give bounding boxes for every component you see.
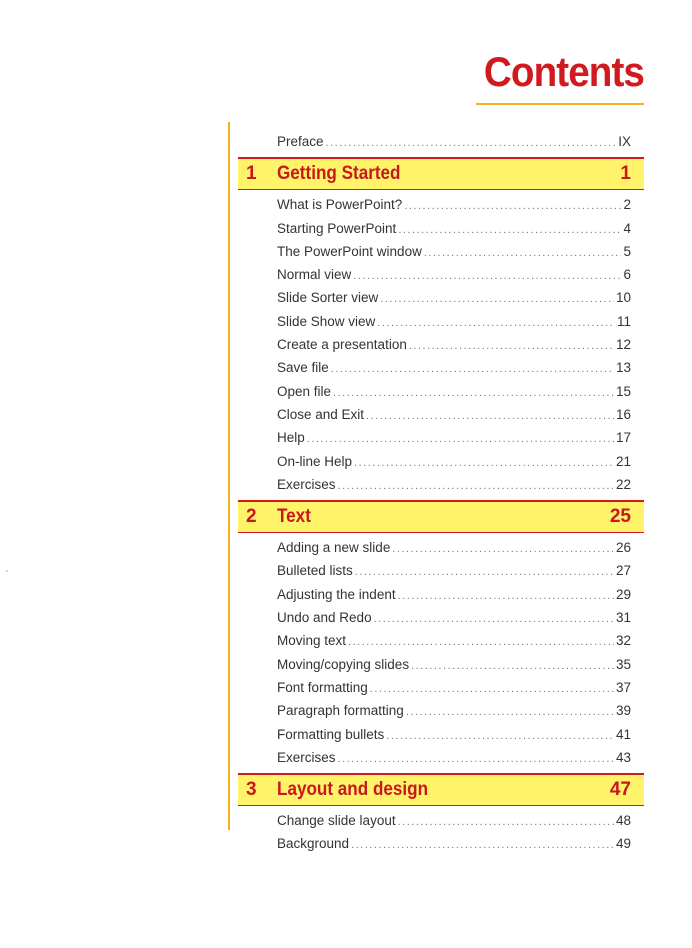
dot-leader — [380, 288, 614, 311]
left-margin-rule — [228, 122, 230, 830]
toc-entry-label: Change slide layout — [277, 813, 396, 829]
toc-entry[interactable] — [238, 286, 644, 309]
toc-entry[interactable] — [238, 310, 644, 333]
toc-entry-page: 21 — [615, 453, 631, 469]
page-speck — [6, 570, 8, 572]
dot-leader — [354, 452, 614, 475]
dot-leader — [326, 132, 617, 155]
dot-leader — [338, 748, 614, 771]
toc-entry-label: On-line Help — [277, 453, 353, 469]
dot-leader — [398, 219, 621, 242]
toc-entry-page: 26 — [615, 540, 631, 556]
chapter-number: 3 — [246, 779, 257, 801]
chapter-1-entries — [238, 193, 644, 496]
toc-entry[interactable] — [238, 426, 644, 449]
toc-entry-page: 37 — [615, 679, 631, 695]
toc-entry[interactable] — [238, 193, 644, 216]
toc-entry[interactable] — [238, 403, 644, 426]
toc-entry[interactable] — [238, 832, 644, 855]
toc-entry-page: 22 — [615, 476, 631, 492]
table-of-contents — [238, 130, 644, 856]
toc-entry[interactable] — [238, 217, 644, 240]
toc-entry-page: 49 — [615, 836, 631, 852]
dot-leader — [338, 475, 614, 498]
toc-entry-page: 13 — [615, 360, 631, 376]
toc-entry-label: Adjusting the indent — [277, 586, 396, 602]
toc-entry[interactable] — [238, 699, 644, 722]
dot-leader — [333, 382, 614, 405]
toc-entry-label: Moving text — [277, 633, 347, 649]
dot-leader — [386, 725, 614, 748]
chapter-page: 25 — [609, 506, 631, 528]
toc-entry[interactable] — [238, 240, 644, 263]
toc-entry-label: Slide Sorter view — [277, 290, 379, 306]
toc-entry[interactable] — [238, 356, 644, 379]
toc-entry-page: 29 — [615, 586, 631, 602]
toc-entry-label: Exercises — [277, 749, 336, 765]
title-underline — [476, 103, 644, 105]
toc-entry[interactable] — [238, 380, 644, 403]
toc-entry[interactable] — [238, 606, 644, 629]
toc-entry-page: 16 — [615, 406, 631, 422]
toc-entry-preface[interactable] — [238, 130, 644, 153]
toc-entry-label: Close and Exit — [277, 406, 365, 422]
toc-entry-label: Bulleted lists — [277, 563, 353, 579]
dot-leader — [409, 335, 614, 358]
dot-leader — [374, 608, 614, 631]
dot-leader — [424, 242, 622, 265]
toc-entry[interactable] — [238, 653, 644, 676]
toc-entry-page: 4 — [623, 220, 631, 236]
toc-entry-page: 11 — [616, 313, 631, 329]
toc-entry[interactable] — [238, 746, 644, 769]
toc-entry-label: Formatting bullets — [277, 726, 385, 742]
toc-entry[interactable] — [238, 559, 644, 582]
dot-leader — [411, 655, 614, 678]
chapter-page: 47 — [609, 779, 631, 801]
chapter-title: Layout and design — [277, 779, 429, 801]
dot-leader — [351, 834, 614, 857]
toc-entry-page: 6 — [623, 267, 631, 283]
dot-leader — [355, 561, 614, 584]
toc-entry[interactable] — [238, 473, 644, 496]
dot-leader — [366, 405, 614, 428]
toc-entry-label: Undo and Redo — [277, 610, 372, 626]
toc-entry-label: Help — [277, 430, 305, 446]
toc-entry-page: 12 — [615, 337, 631, 353]
toc-entry-page: 10 — [615, 290, 631, 306]
toc-entry[interactable] — [238, 583, 644, 606]
toc-entry-label: Normal view — [277, 267, 352, 283]
toc-entry-page: 31 — [615, 610, 631, 626]
dot-leader — [348, 631, 614, 654]
toc-entry[interactable] — [238, 676, 644, 699]
dot-leader — [307, 428, 614, 451]
toc-entry-label: Paragraph formatting — [277, 703, 404, 719]
toc-entry-label: Exercises — [277, 476, 336, 492]
toc-entry[interactable] — [238, 723, 644, 746]
toc-entry-page: 27 — [615, 563, 631, 579]
toc-entry-label: Preface — [277, 134, 324, 149]
toc-entry-page: 41 — [615, 726, 631, 742]
toc-entry-label: Open file — [277, 383, 332, 399]
toc-entry-page: 5 — [623, 243, 631, 259]
chapter-heading-1[interactable] — [238, 157, 644, 190]
toc-entry-label: Save file — [277, 360, 329, 376]
dot-leader — [377, 312, 615, 335]
toc-entry-label: What is PowerPoint? — [277, 197, 403, 213]
chapter-page: 1 — [620, 163, 631, 185]
dot-leader — [370, 678, 614, 701]
toc-entry-label: Adding a new slide — [277, 540, 391, 556]
chapter-title: Getting Started — [277, 163, 401, 185]
chapter-2-entries — [238, 536, 644, 769]
toc-entry[interactable] — [238, 263, 644, 286]
chapter-title: Text — [277, 506, 311, 528]
toc-entry-label: Slide Show view — [277, 313, 376, 329]
toc-entry-page: 39 — [615, 703, 631, 719]
toc-entry[interactable] — [238, 450, 644, 473]
toc-entry-page: 43 — [615, 749, 631, 765]
toc-entry[interactable] — [238, 536, 644, 559]
chapter-number: 2 — [246, 506, 257, 528]
chapter-heading-2[interactable] — [238, 500, 644, 533]
dot-leader — [398, 585, 614, 608]
toc-entry-label: Starting PowerPoint — [277, 220, 397, 236]
toc-entry[interactable] — [238, 629, 644, 652]
dot-leader — [353, 265, 621, 288]
toc-entry-page: 2 — [623, 197, 631, 213]
toc-entry-page: 35 — [615, 656, 631, 672]
toc-entry-label: Moving/copying slides — [277, 656, 410, 672]
toc-entry-label: The PowerPoint window — [277, 243, 422, 259]
dot-leader — [398, 811, 614, 834]
page-title: Contents — [483, 48, 644, 95]
dot-leader — [404, 195, 621, 218]
toc-entry-page: IX — [618, 134, 631, 149]
toc-entry-label: Font formatting — [277, 679, 368, 695]
toc-entry[interactable] — [238, 333, 644, 356]
toc-entry-page: 15 — [615, 383, 631, 399]
dot-leader — [392, 538, 614, 561]
toc-entry-page: 32 — [615, 633, 631, 649]
toc-entry-page: 17 — [615, 430, 631, 446]
toc-entry-page: 48 — [615, 813, 631, 829]
dot-leader — [406, 701, 614, 724]
toc-entry-label: Background — [277, 836, 350, 852]
toc-entry-label: Create a presentation — [277, 337, 407, 353]
chapter-3-entries — [238, 809, 644, 856]
chapter-heading-3[interactable] — [238, 773, 644, 806]
chapter-number: 1 — [246, 163, 257, 185]
dot-leader — [331, 358, 614, 381]
toc-entry[interactable] — [238, 809, 644, 832]
